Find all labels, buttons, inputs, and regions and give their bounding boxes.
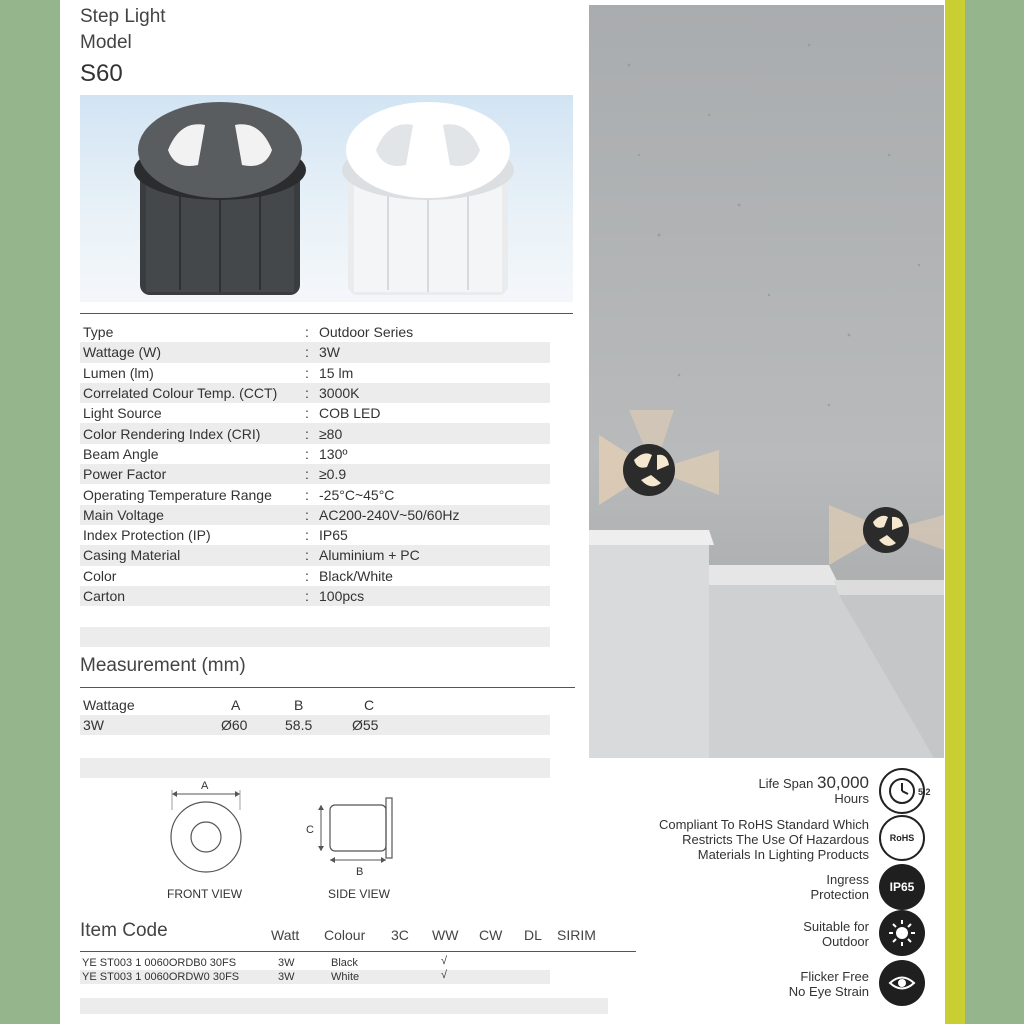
spec-label: Light Source	[83, 405, 162, 422]
spec-label: Carton	[83, 588, 126, 604]
item-header-watt: Watt	[271, 927, 300, 943]
spec-label: Type	[83, 324, 114, 341]
lifespan-badge: 5.2	[918, 787, 931, 797]
spec-label: Main Voltage	[83, 506, 164, 523]
spec-colon: :	[305, 506, 309, 523]
flicker-line-2: No Eye Strain	[788, 984, 869, 999]
spec-label: Lumen (lm)	[83, 364, 154, 381]
spec-row	[80, 342, 550, 362]
spec-row	[80, 363, 550, 383]
flicker-line-1: Flicker Free	[800, 969, 869, 984]
meas-value-wattage: 3W	[83, 717, 104, 733]
spec-top-rule	[80, 313, 573, 314]
rohs-line-1: Compliant To RoHS Standard Which	[658, 817, 869, 832]
item-watt-white: 3W	[278, 971, 295, 983]
item-code-rule	[80, 951, 636, 952]
spec-row	[80, 403, 550, 423]
sun-icon	[879, 910, 925, 956]
spec-row	[80, 484, 550, 504]
spec-label: Power Factor	[83, 466, 167, 483]
flicker-text	[669, 969, 869, 999]
spec-colon: :	[305, 405, 309, 422]
spec-value: Outdoor Series	[319, 324, 414, 341]
model-label: Model	[80, 32, 132, 53]
spec-row	[80, 444, 550, 464]
dim-b-label: B	[356, 866, 364, 878]
measurement-rule	[80, 687, 575, 688]
product-category: Step Light	[80, 6, 166, 27]
item-header-3c: 3C	[391, 927, 409, 943]
measurement-title: Measurement (mm)	[80, 655, 246, 676]
spec-row	[80, 383, 550, 403]
dim-a-label: A	[201, 780, 209, 792]
spec-label: Correlated Colour Temp. (CCT)	[83, 385, 278, 402]
spec-row	[80, 322, 550, 342]
spec-colon: :	[305, 324, 309, 341]
ip-line-2: Protection	[810, 887, 869, 902]
item-ww-check-white: √	[441, 969, 448, 981]
spec-value: ≥0.9	[319, 466, 347, 483]
meas-value-b: 58.5	[285, 717, 313, 733]
meas-header-a: A	[231, 697, 241, 713]
item-code-title: Item Code	[80, 920, 168, 941]
spec-colon: :	[305, 385, 309, 402]
spec-value: 3000K	[319, 385, 360, 402]
meas-value-a: Ø60	[221, 717, 248, 733]
item-ww-check-black: √	[441, 955, 448, 967]
spec-row	[80, 586, 550, 606]
item-header-sirim: SIRIM	[557, 927, 596, 943]
ip-line-1: Ingress	[826, 872, 869, 887]
spec-colon: :	[305, 445, 309, 462]
spec-table	[80, 322, 550, 606]
spacer-bar	[80, 758, 550, 778]
item-colour-black: Black	[331, 957, 358, 969]
spec-colon: :	[305, 588, 309, 604]
meas-header-b: B	[294, 697, 304, 713]
item-header-colour: Colour	[324, 927, 366, 943]
spec-value: -25°C~45°C	[319, 486, 395, 503]
spec-colon: :	[305, 547, 309, 564]
spec-value: AC200-240V~50/60Hz	[319, 506, 460, 523]
spec-value: IP65	[319, 527, 348, 544]
item-header-dl: DL	[524, 927, 542, 943]
spec-value: Aluminium + PC	[319, 547, 420, 564]
item-code-white: YE ST003 1 0060ORDW0 30FS	[82, 971, 240, 983]
meas-header-c: C	[364, 697, 375, 713]
outdoor-line-2: Outdoor	[822, 934, 869, 949]
spec-colon: :	[305, 466, 309, 483]
scene-illustration	[589, 5, 944, 758]
ip-text	[669, 872, 869, 902]
spec-row	[80, 545, 550, 565]
model-code: S60	[80, 60, 123, 87]
front-view-label: FRONT VIEW	[167, 887, 243, 901]
spec-value: Black/White	[319, 567, 393, 584]
spec-row	[80, 464, 550, 484]
spec-value: ≥80	[319, 425, 343, 442]
spec-colon: :	[305, 364, 309, 381]
measurement-table	[80, 695, 550, 735]
item-watt-black: 3W	[278, 957, 295, 969]
spec-colon: :	[305, 425, 309, 442]
lifespan-text	[609, 775, 869, 806]
meas-value-c: Ø55	[352, 717, 379, 733]
spec-row	[80, 566, 550, 586]
spec-colon: :	[305, 527, 309, 544]
spec-label: Wattage (W)	[83, 344, 162, 361]
outdoor-line-1: Suitable for	[803, 919, 869, 934]
product-photo	[80, 95, 573, 302]
spec-label: Operating Temperature Range	[83, 486, 272, 503]
spec-label: Color	[83, 567, 117, 584]
spec-row	[80, 525, 550, 545]
installation-scene-photo	[589, 5, 944, 758]
spec-colon: :	[305, 567, 309, 584]
spec-label: Casing Material	[83, 547, 181, 564]
rohs-check-icon: RoHS	[879, 815, 925, 861]
rohs-line-3: Materials In Lighting Products	[697, 847, 869, 862]
ip65-badge-icon: IP65	[879, 864, 925, 910]
spacer-bar	[80, 627, 550, 647]
spec-label: Beam Angle	[83, 445, 159, 462]
spec-label: Index Protection (IP)	[83, 527, 211, 544]
spec-row	[80, 505, 550, 525]
accent-strip	[945, 0, 965, 1024]
dimension-diagrams	[160, 780, 410, 890]
outdoor-text	[669, 919, 869, 949]
spec-colon: :	[305, 344, 309, 361]
measurement-value-row	[80, 715, 550, 735]
eye-icon	[879, 960, 925, 1006]
item-code-black: YE ST003 1 0060ORDB0 30FS	[82, 957, 237, 969]
spec-value: 130º	[319, 445, 348, 462]
spec-value: 3W	[319, 344, 340, 361]
rohs-line-2: Restricts The Use Of Hazardous	[682, 832, 869, 847]
spec-colon: :	[305, 486, 309, 503]
item-colour-white: White	[331, 971, 360, 983]
spec-value: 15 lm	[319, 364, 354, 381]
item-header-cw: CW	[479, 927, 503, 943]
measurement-header-row	[80, 695, 550, 715]
lifespan-value: 30,000	[817, 773, 869, 792]
spec-value: COB LED	[319, 405, 381, 422]
spec-value: 100pcs	[319, 588, 365, 604]
meas-header-wattage: Wattage	[83, 697, 135, 713]
spec-label: Color Rendering Index (CRI)	[83, 425, 261, 442]
lifespan-prefix: Life Span	[758, 776, 814, 791]
item-header-ww: WW	[432, 927, 459, 943]
spec-row	[80, 423, 550, 443]
side-view-label: SIDE VIEW	[328, 887, 391, 901]
spec-sheet-page	[60, 0, 964, 1024]
lifespan-unit: Hours	[834, 791, 869, 806]
spacer-bar	[80, 998, 608, 1014]
dim-c-label: C	[306, 824, 314, 836]
product-illustration	[80, 95, 573, 302]
rohs-text	[569, 817, 869, 862]
